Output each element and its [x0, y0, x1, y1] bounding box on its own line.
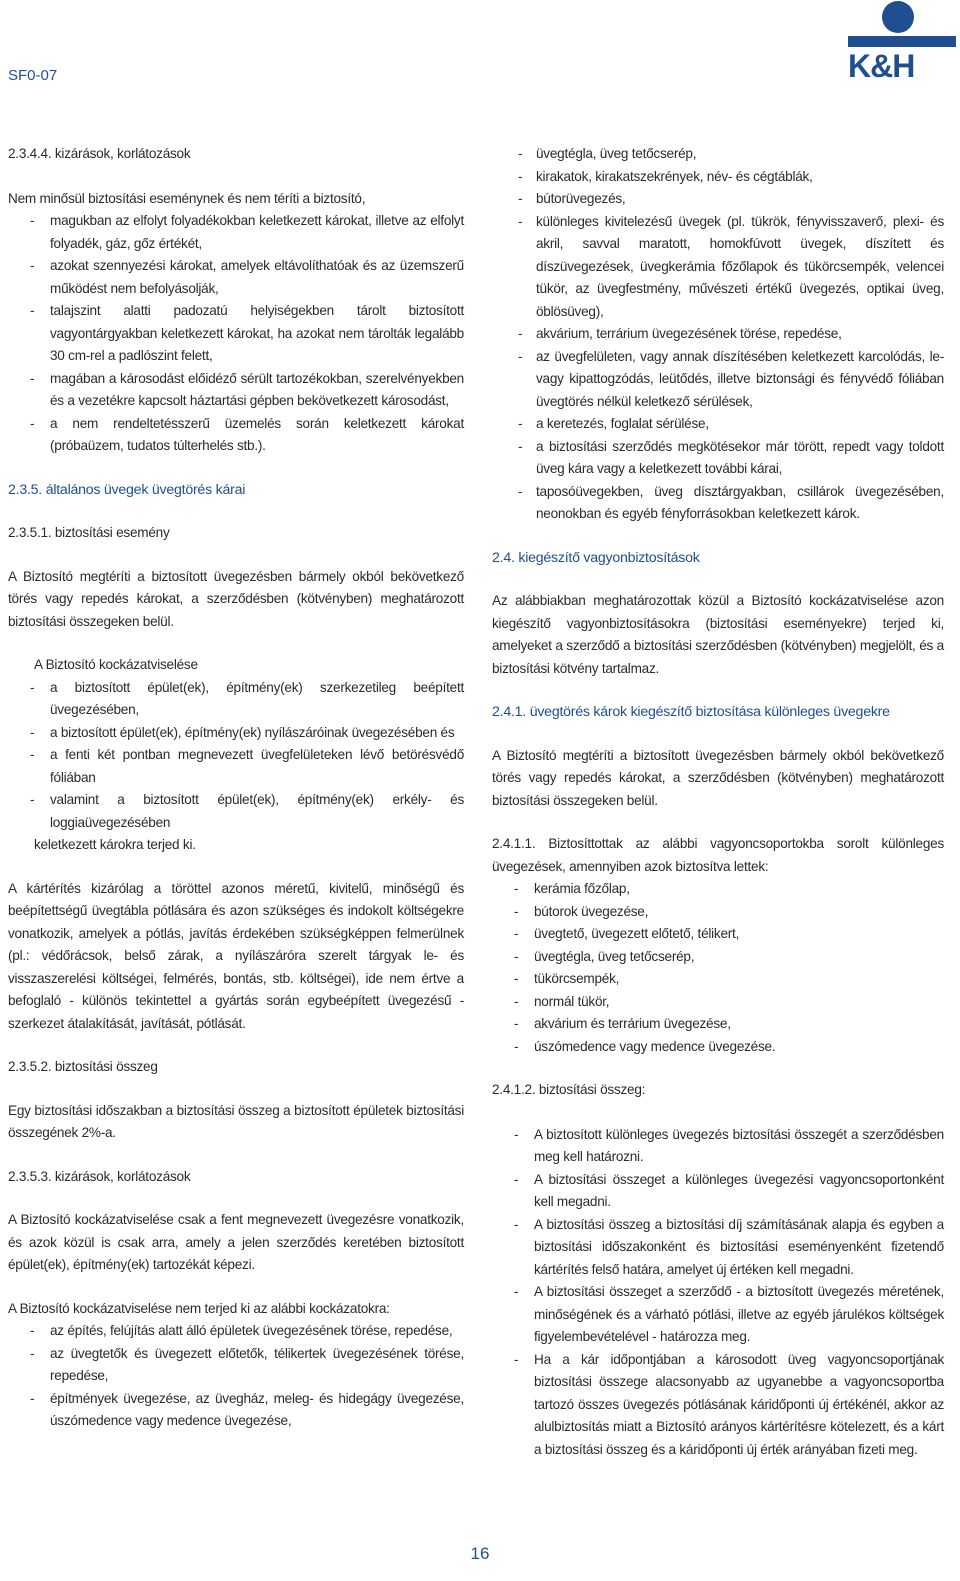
list-item: - a biztosítási szerződés megkötésekor már törött, repedt vagy toldott üveg kára vagy a keletkezett további kárai,	[492, 436, 944, 481]
list-item: - taposóüvegekben, üveg dísztárgyakban, csillárok üvegezésében, neonokban és egyéb fényforrásokban keletkezett károk.	[492, 481, 944, 526]
list-item: - üvegtető, üvegezett előtető, télikert,	[492, 923, 944, 946]
list-item: - a nem rendeltetésszerű üzemelés során keletkezett károkat (próbaüzem, tudatos túlterhelés stb.).	[8, 413, 464, 458]
paragraph: A kártérítés kizárólag a töröttel azonos méretű, kivitelű, minőségű és beépítettségű üvegtábla pótlására és azon szükséges és indokolt költségekre vonatkozik, amelyek a pótlás, javítás érdekében szükségképpen felmerülnek (pl.: védőrácsok, belső zárak, a nyílászáróra szerelt tárgyak le- és visszaszerelési költségei, felmérés, bontás, stb. költségei), ide nem értve a befoglaló - különös tekintettel a gyártás során egybeépített üvegezésű - szerkezet átalakítását, javítását, pótlását.	[8, 880, 464, 1031]
list-item: - az üvegfelületen, vagy annak díszítésében keletkezett karcolódás, le- vagy kipattogzódás, leütődés, illetve biztonsági és fényvédő fóliában üvegtörés nélkül keletkező sérülések,	[492, 346, 944, 414]
list-item: - normál tükör,	[492, 991, 944, 1014]
list-item: - akvárium, terrárium üvegezésének törése, repedése,	[492, 323, 944, 346]
list-item: - akvárium és terrárium üvegezése,	[492, 1013, 944, 1036]
list-item: - a keretezés, foglalat sérülése,	[492, 413, 944, 436]
special-glazing-list	[492, 878, 944, 1058]
list-item: - A biztosítási összeget a szerződő - a biztosított üvegezés méretének, minőségének és a várható pótlási, illetve az egyéb járulékos költségek figyelembevételével - határozza meg.	[492, 1281, 944, 1349]
page-number: 16	[470, 1544, 490, 1563]
logo-bar	[848, 36, 956, 47]
list-item: - bútorok üvegezése,	[492, 901, 944, 924]
exclusion-list	[8, 210, 464, 458]
list-item: - magukban az elfolyt folyadékokban keletkezett károkat, illetve az elfolyt folyadék, gáz, gőz értékét,	[8, 210, 464, 255]
subsection-heading: 2.3.5.2. biztosítási összeg	[8, 1059, 158, 1074]
section-heading: 2.3.4.4. kizárások, korlátozások	[8, 146, 191, 161]
paragraph: Az alábbiakban meghatározottak közül a Biztosító kockázatviselése azon kiegészítő vagyonbiztosításokra (biztosítási eseményekre) terjed ki, amelyeket a szerződő a biztosítási szerződésben (kötvényben) megjelölt, és a biztosítási kötvény tartalmaz.	[492, 593, 944, 676]
subsection-heading: 2.4.1.2. biztosítási összeg:	[492, 1082, 646, 1097]
list-item: - magában a károsodást előidéző sérült tartozékokban, szerelvényekben és a vezetékre kapcsolt háztartási gépben bekövetkezett károsodást,	[8, 368, 464, 413]
list-item: - A biztosított különleges üvegezés biztosítási összegét a szerződésben meg kell határozni.	[492, 1124, 944, 1169]
subsection-heading: 2.3.5.1. biztosítási esemény	[8, 525, 170, 540]
list-item: - üvegtégla, üveg tetőcserép,	[492, 143, 944, 166]
exclusion-list	[8, 1320, 464, 1433]
list-item: - kerámia főzőlap,	[492, 878, 944, 901]
kh-logo	[848, 0, 956, 82]
list-item: - valamint a biztosított épület(ek), építmény(ek) erkély- és loggiaüvegezésében	[8, 789, 464, 834]
list-item: - bútorüvegezés,	[492, 188, 944, 211]
list-item: - úszómedence vagy medence üvegezése.	[492, 1036, 944, 1059]
paragraph: Egy biztosítási időszakban a biztosítási összeg a biztosított épületek biztosítási összegének 2%-a.	[8, 1102, 464, 1140]
coverage-list	[8, 677, 464, 835]
paragraph: A Biztosító kockázatviselése csak a fent megnevezett üvegezésre vonatkozik, és azok közül is csak arra, amely a jelen szerződés keretében biztosított épület(ek), építmény(ek) tartozékát képezi.	[8, 1212, 464, 1272]
paragraph: A Biztosító kockázatviselése	[34, 657, 198, 672]
paragraph: A Biztosító megtéríti a biztosított üvegezésben bármely okból bekövetkező törés vagy repedés károkat, a szerződésben (kötvényben) meghatározott biztosítási összegeken belül.	[8, 568, 464, 629]
list-item: - a fenti két pontban megnevezett üvegfelületeken lévő betörésvédő fóliában	[8, 744, 464, 789]
list-item: - üvegtégla, üveg tetőcserép,	[492, 946, 944, 969]
paragraph: keletkezett károkra terjed ki.	[34, 837, 196, 852]
list-item: - az üvegtetők és üvegezett előtetők, télikertek üvegezésének törése, repedése,	[8, 1343, 464, 1388]
list-item: - tükörcsempék,	[492, 968, 944, 991]
subsection-heading: 2.3.5.3. kizárások, korlátozások	[8, 1168, 191, 1184]
list-item: - az építés, felújítás alatt álló épületek üvegezésének törése, repedése,	[8, 1320, 464, 1343]
paragraph: A Biztosító megtéríti a biztosított üvegezésben bármely okból bekövetkező törés vagy repedés károkat, a szerződésben (kötvényben) meghatározott biztosítási összegeken belül.	[492, 747, 944, 808]
section-heading: 2.4.1. üvegtörés károk kiegészítő biztosítása különleges üvegekre	[492, 704, 890, 720]
list-item: - Ha a kár időpontjában a károsodott üveg vagyoncsoportjának biztosítási összege alacsonyabb az ugyanebbe a vagyoncsoportba tartozó összes üvegezés pótlásának káridőponti új értékénél, akkor az alulbiztosítás miatt a Biztosító arányos kártérítésre kötelezett, és a kárt a biztosítási összeg és a káridőponti új érték arányában fizeti meg.	[492, 1349, 944, 1462]
paragraph: 2.4.1.1. Biztosíttottak az alábbi vagyoncsoportokba sorolt különleges üvegezések, amennyiben azok biztosítva lettek:	[492, 836, 944, 874]
paragraph: Nem minősül biztosítási eseménynek és nem téríti a biztosító,	[8, 190, 366, 206]
left-column	[8, 143, 464, 1433]
section-heading: 2.4. kiegészítő vagyonbiztosítások	[492, 549, 700, 566]
list-item: - A biztosítási összeg a biztosítási díj számításának alapja és egyben a biztosítási időszakonként és biztosítási eseményenként fizetendő kártérítés felső határa, amelyet új értéken kell megadni.	[492, 1214, 944, 1282]
list-item: - a biztosított épület(ek), építmény(ek) nyílászáróinak üvegezésében és	[8, 722, 464, 745]
list-item: - A biztosítási összeget a különleges üvegezési vagyoncsoportonként kell megadni.	[492, 1169, 944, 1214]
list-item: - a biztosított épület(ek), építmény(ek) szerkezetileg beépített üvegezésében,	[8, 677, 464, 722]
section-heading: 2.3.5. általános üvegek üvegtörés kárai	[8, 481, 246, 498]
list-item: - talajszint alatti padozatú helyiségekben tárolt biztosított vagyontárgyakban keletkezett károkat, ha azokat nem tárolták legalább 30 cm-rel a padlószint felett,	[8, 300, 464, 368]
paragraph: A Biztosító kockázatviselése nem terjed ki az alábbi kockázatokra:	[8, 1300, 390, 1316]
exclusion-list-continued	[492, 143, 944, 526]
logo-dot	[882, 1, 914, 33]
list-item: - különleges kivitelezésű üvegek (pl. tükrök, fényvisszaverő, plexi- és akril, savval maratott, homokfúvott üvegek, díszített és díszüvegezések, üvegkerámia főzőlapok és tükörcsempék, velencei tükör, az üvegfestmény, művészeti értékű üvegezés, optikai üveg, öblösüveg),	[492, 211, 944, 324]
list-item: - azokat szennyezési károkat, amelyek eltávolíthatóak és az üzemszerű működést nem befolyásolják,	[8, 255, 464, 300]
logo-text: K&H	[848, 48, 915, 82]
list-item: - kirakatok, kirakatszekrények, név- és cégtáblák,	[492, 166, 944, 189]
list-item: - építmények üvegezése, az üvegház, meleg- és hidegágy üvegezése, úszómedence vagy medence üvegezése,	[8, 1388, 464, 1433]
sum-insured-list	[492, 1124, 944, 1462]
document-code: SF0-07	[8, 67, 58, 84]
right-column	[492, 143, 944, 1461]
